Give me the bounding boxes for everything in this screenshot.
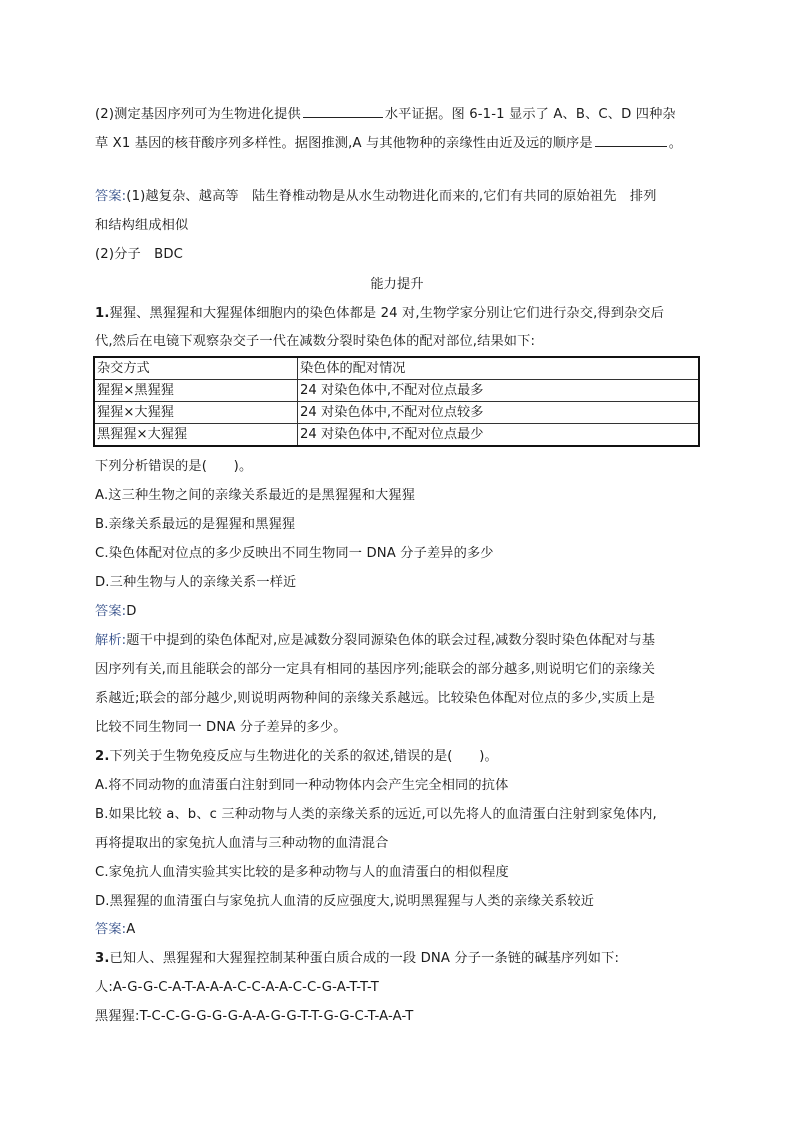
question-number: 1.	[95, 306, 110, 321]
table-cell: 24 对染色体中,不配对位点较多	[298, 402, 700, 424]
q3-human-sequence: 人:A-G-G-C-A-T-A-A-A-C-C-A-A-C-C-G-A-T-T-T	[95, 980, 379, 995]
q2-option-c: C.家兔抗人血清实验其实比较的是多种动物与人的血清蛋白的相似程度	[95, 865, 509, 880]
question-text: 猩猩、黑猩猩和大猩猩体细胞内的染色体都是 24 对,生物学家分别让它们进行杂交,得到杂交后	[109, 306, 665, 321]
q-part2-text: 水平证据。图 6-1-1 显示了 A、B、C、D 四种杂	[384, 107, 676, 122]
table-header-cell: 杂交方式	[94, 357, 298, 380]
q1-analysis-line1	[95, 632, 655, 650]
q1-stem-line2: 代,然后在电镜下观察杂交子一代在减数分裂时染色体的配对部位,结果如下:	[95, 334, 536, 349]
q-part2-line1	[95, 104, 676, 124]
analysis-label: 解析:	[95, 633, 127, 648]
fill-blank	[595, 133, 667, 147]
answer-prev-line3: (2)分子 BDC	[95, 247, 184, 262]
q1-analysis-line2: 因序列有关,而且能联会的部分一定具有相同的基因序列;能联会的部分越多,则说明它们的亲缘关	[95, 662, 656, 677]
q-part2-text: (2)测定基因序列可为生物进化提供	[95, 107, 301, 122]
section-title: 能力提升	[370, 277, 424, 292]
q-part2-text: 草 X1 基因的核苷酸序列多样性。据图推测,A 与其他物种的亲缘性由近及远的顺序是	[95, 136, 593, 151]
table-header-cell: 染色体的配对情况	[298, 357, 700, 380]
answer-label: 答案:	[95, 189, 127, 204]
cross-table	[93, 356, 700, 447]
table-header-row	[94, 357, 699, 380]
answer-value: A	[126, 922, 136, 937]
question-text: 下列关于生物免疫反应与生物进化的关系的叙述,错误的是( )。	[109, 749, 498, 764]
table-cell: 猩猩×大猩猩	[94, 402, 298, 424]
question-text: 已知人、黑猩猩和大猩猩控制某种蛋白质合成的一段 DNA 分子一条链的碱基序列如下:	[109, 951, 620, 966]
answer-value: D	[126, 604, 137, 619]
table-cell: 猩猩×黑猩猩	[94, 380, 298, 402]
q-part2-text: 。	[668, 136, 683, 151]
answer-prev-line1	[95, 188, 657, 206]
q1-analysis-line4: 比较不同生物同一 DNA 分子差异的多少。	[95, 720, 347, 735]
q2-stem	[95, 748, 498, 766]
table-row	[94, 380, 699, 402]
answer-label: 答案:	[95, 922, 127, 937]
table-cell: 24 对染色体中,不配对位点最多	[298, 380, 700, 402]
q1-question: 下列分析错误的是( )。	[95, 459, 253, 474]
answer-prev-line2: 和结构组成相似	[95, 218, 189, 233]
table-cell: 24 对染色体中,不配对位点最少	[298, 424, 700, 447]
q1-stem-line1	[95, 305, 664, 323]
q1-option-d: D.三种生物与人的亲缘关系一样近	[95, 575, 297, 590]
q1-option-a: A.这三种生物之间的亲缘关系最近的是黑猩猩和大猩猩	[95, 488, 416, 503]
table-row	[94, 402, 699, 424]
table-cell: 黑猩猩×大猩猩	[94, 424, 298, 447]
q2-option-a: A.将不同动物的血清蛋白注射到同一种动物体内会产生完全相同的抗体	[95, 778, 509, 793]
q2-option-d: D.黑猩猩的血清蛋白与家兔抗人血清的反应强度大,说明黑猩猩与人类的亲缘关系较近	[95, 894, 595, 909]
q2-option-b-line1: B.如果比较 a、b、c 三种动物与人类的亲缘关系的远近,可以先将人的血清蛋白注射到家兔体内,	[95, 807, 657, 822]
q-part2-line2	[95, 133, 682, 153]
q2-option-b-line2: 再将提取出的家兔抗人血清与三种动物的血清混合	[95, 836, 389, 851]
question-number: 2.	[95, 749, 110, 764]
analysis-text: 题干中提到的染色体配对,应是减数分裂同源染色体的联会过程,减数分裂时染色体配对与基	[126, 633, 656, 648]
q1-option-b: B.亲缘关系最远的是猩猩和黑猩猩	[95, 517, 296, 532]
answer-text: (1)越复杂、越高等 陆生脊椎动物是从水生动物进化而来的,它们有共同的原始祖先 排列	[126, 189, 657, 204]
q2-answer	[95, 921, 135, 939]
answer-label: 答案:	[95, 604, 127, 619]
table-row	[94, 424, 699, 447]
question-number: 3.	[95, 951, 110, 966]
q3-stem	[95, 950, 619, 968]
q1-option-c: C.染色体配对位点的多少反映出不同生物同一 DNA 分子差异的多少	[95, 546, 494, 561]
q1-answer	[95, 603, 137, 621]
q1-analysis-line3: 系越近;联会的部分越少,则说明两物种间的亲缘关系越远。比较染色体配对位点的多少,实质上是	[95, 691, 656, 706]
fill-blank	[303, 104, 383, 118]
q3-chimp-sequence: 黑猩猩:T-C-C-G-G-G-G-A-A-G-G-T-T-G-G-C-T-A-A-T	[95, 1009, 414, 1024]
